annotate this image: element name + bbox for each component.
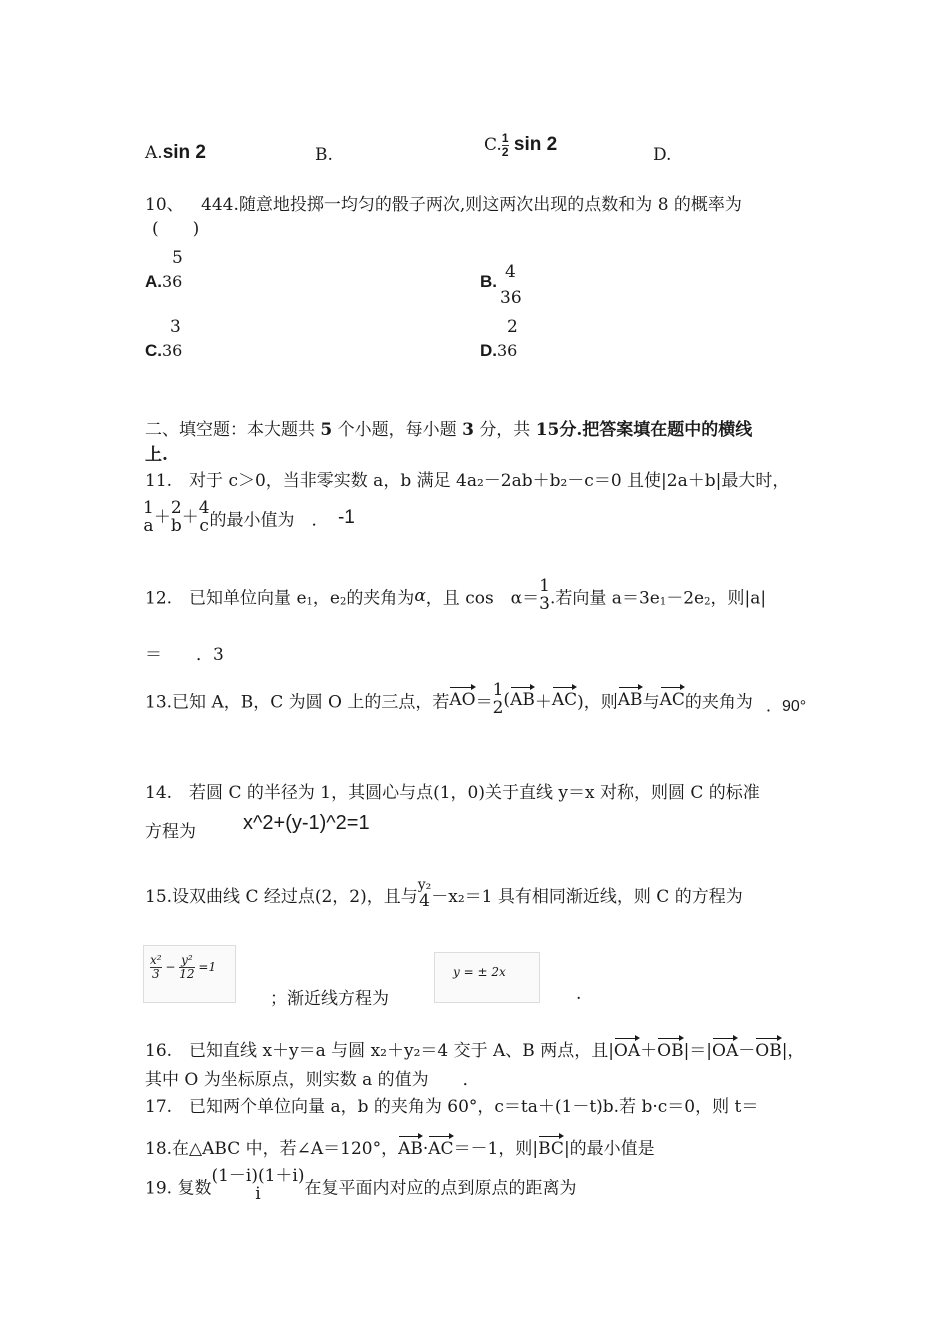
q9-option-c-label: C.: [484, 135, 502, 156]
q13-line: [145, 682, 753, 718]
q13-answer: ．90°: [766, 698, 807, 715]
q10-option-a: [145, 272, 182, 292]
section2-total: 15: [535, 420, 560, 440]
q15-prefix: 15.设双曲线 C 经过点(2，2)，且与: [145, 886, 418, 907]
q15-fraction: [418, 878, 432, 911]
q10-d-den: 36: [497, 341, 518, 360]
q16-plus: ＋: [640, 1041, 658, 1061]
q18-dot: ·: [422, 1139, 429, 1159]
q13-eq: ＝: [475, 692, 493, 713]
q13-with: 与: [642, 692, 660, 713]
q14-answer: x^2+(y-1)^2=1: [243, 812, 370, 834]
q10-stem: [145, 190, 742, 215]
q11-f3-den: c: [199, 515, 209, 536]
q18-prefix: 18.在△ABC 中，若∠A＝120°，: [145, 1139, 399, 1159]
q15-img2-text: y = ± 2x: [453, 965, 506, 979]
q10-b-den: 36: [500, 288, 522, 308]
q12-line1: [145, 578, 766, 614]
q16-line1: [145, 1036, 804, 1061]
section2-text-3: 分，共: [479, 420, 531, 440]
q13-f-den: 2: [492, 697, 504, 718]
q12-sub1: 1: [306, 596, 313, 608]
q10-paren: ( ): [152, 219, 200, 239]
q9-option-d: [653, 145, 671, 165]
q16-vec-oa: OA: [613, 1041, 641, 1061]
q15-img1-b-num: y²: [181, 953, 193, 967]
q10-c-num: 3: [170, 317, 181, 337]
q15-img1-frac-b: [179, 954, 194, 980]
q13-vec-ac: AC: [551, 689, 578, 710]
q13-prefix: 13.已知 A，B，C 为圆 O 上的三点，若: [145, 692, 450, 713]
q9-option-c: [484, 132, 557, 158]
q15-img1-minus: −: [165, 960, 176, 975]
q12-alpha: α: [414, 585, 426, 606]
q15-img1-a-num: x²: [150, 953, 162, 967]
q13-vec-ao: AO: [449, 689, 476, 710]
q13-vec-ab: AB: [510, 689, 535, 710]
q10-d-num: 2: [507, 317, 518, 337]
q15-img1-a-den: 3: [151, 966, 160, 981]
q11-f2-den: b: [170, 515, 182, 536]
q10-a-num: 5: [172, 248, 183, 268]
q18-line: [145, 1134, 655, 1159]
q11-line2: [143, 500, 355, 536]
q11-f2-num: 2: [170, 498, 182, 518]
q15-f-num: y₂: [417, 877, 432, 893]
q18-mid: ＝－1，则|: [453, 1139, 539, 1159]
q14-line1: 14. 若圆 C 的半径为 1，其圆心与点(1，0)关于直线 y＝x 对称，则圆 C 的标准: [145, 783, 760, 803]
q10-number: 10、: [145, 195, 184, 215]
q13-fraction: [493, 682, 504, 718]
q13-tail: 的夹角为: [684, 692, 753, 713]
q19-prefix: 19. 复数: [145, 1178, 212, 1199]
q11-frac-3: [199, 500, 210, 536]
q12-mid: ，e: [312, 588, 340, 609]
q17-line1: 17. 已知两个单位向量 a，b 的夹角为 60°，c＝ta＋(1－t)b.若 b·c＝0，则 t＝: [145, 1097, 759, 1117]
q11-frac-1: [143, 500, 154, 536]
q19-f-num: (1－i)(1＋i): [211, 1166, 305, 1186]
q9-option-d-label: D.: [653, 145, 672, 165]
q9-option-c-num: 1: [501, 131, 509, 145]
q15-img1-frac-a: [150, 954, 162, 980]
q11-f1-den: a: [143, 515, 154, 536]
q10-a-label: A.: [145, 272, 162, 291]
q15-img1-b-den: 12: [179, 966, 195, 981]
q15-f-den: 4: [419, 890, 430, 911]
q11-plus-1: ＋: [153, 507, 171, 528]
section2-line2: 上.: [145, 445, 168, 465]
q9-option-a: [145, 142, 206, 164]
q13-vec-ab2: AB: [617, 689, 643, 710]
q16-mid: |＝|: [683, 1041, 713, 1061]
q11-answer: -1: [337, 506, 355, 528]
q15-answer-equation-image: [143, 945, 236, 1003]
q11-line1: 11. 对于 c＞0，当非零实数 a，b 满足 4a₂－2ab＋b₂－c＝0 且使|2a＋b|最大时，: [145, 471, 790, 491]
q10-b-label: B.: [480, 272, 497, 291]
q12-sub4: 2: [704, 596, 711, 608]
q16-vec-oa2: OA: [712, 1041, 739, 1061]
q12-line2: ＝ ．3: [145, 645, 224, 665]
q11-frac-2: [171, 500, 182, 536]
q19-fraction: [211, 1168, 304, 1204]
q12-sub2: 2: [339, 596, 347, 608]
q14-line2: 方程为: [145, 822, 196, 842]
q9-option-a-value: sin 2: [162, 142, 206, 163]
q16-vec-ob: OB: [657, 1041, 684, 1061]
q13-f-num: 1: [492, 680, 504, 700]
q12-mid3: ，且 cos α＝: [425, 588, 540, 609]
q10-c-label: C.: [145, 341, 162, 360]
q15-img1-eq: =1: [198, 960, 217, 975]
q10-d-label: D.: [480, 341, 497, 360]
q13-plus: ＋: [534, 692, 552, 713]
q12-mid4: .若向量 a＝3e: [550, 588, 660, 609]
q19-line: [145, 1168, 577, 1204]
q18-vec-bc: BC: [538, 1139, 564, 1159]
q11-f3-num: 4: [198, 498, 210, 518]
q16-minus: －: [738, 1041, 756, 1061]
q9-option-c-fraction: [502, 132, 509, 158]
q10-option-d: [480, 341, 517, 361]
q12-fraction: [539, 578, 550, 614]
q10-b-num: 4: [505, 262, 516, 282]
q16-line2: 其中 O 为坐标原点，则实数 a 的值为 ．: [145, 1070, 480, 1090]
q15-line1: [145, 878, 743, 911]
q12-tail: ，则|a|: [710, 588, 767, 609]
q10-text: 444.随意地投掷一均匀的骰子两次,则这两次出现的点数和为 8 的概率为: [201, 195, 742, 215]
q15-tail: －x₂＝1 具有相同渐近线，则 C 的方程为: [431, 886, 743, 907]
q19-f-den: i: [255, 1183, 261, 1204]
section2-count: 5: [320, 420, 333, 440]
section2-heading: [145, 415, 752, 440]
q12-sub3: 1: [659, 596, 667, 608]
section2-text-1: 二、填空题：本大题共: [145, 420, 315, 440]
q16-prefix: 16. 已知直线 x＋y＝a 与圆 x₂＋y₂＝4 交于 A、B 两点，且|: [145, 1041, 614, 1061]
q9-option-c-value: sin 2: [513, 134, 558, 156]
q10-c-den: 36: [162, 341, 183, 360]
q15-img1-content: [150, 954, 216, 980]
q9-option-b: [315, 145, 333, 165]
q16-tail: |，: [781, 1041, 805, 1061]
q12-f-num: 1: [539, 576, 550, 596]
q9-option-b-label: B.: [315, 145, 333, 165]
section2-text-2: 个小题，每小题: [337, 420, 457, 440]
q12-f-den: 3: [539, 593, 550, 614]
q12-mid5: －2e: [666, 588, 705, 609]
q13-paren-close: )，则: [577, 692, 618, 713]
section2-text-4: 分.把答案填在题中的横线: [559, 420, 753, 440]
q12-mid2: 的夹角为: [346, 588, 415, 609]
q16-vec-ob2: OB: [755, 1041, 782, 1061]
q13-paren-open: (: [503, 689, 511, 710]
q9-option-a-label: A.: [145, 143, 163, 163]
q11-plus-2: ＋: [181, 507, 199, 528]
q15-mid-text: ；渐近线方程为: [270, 989, 389, 1009]
q15-end: .: [576, 984, 582, 1004]
q10-a-den: 36: [162, 272, 183, 291]
q9-option-c-den: 2: [501, 144, 509, 159]
q13-vec-ac2: AC: [659, 689, 685, 710]
q11-tail: 的最小值为 ．: [209, 510, 329, 531]
q19-tail: 在复平面内对应的点到原点的距离为: [304, 1178, 577, 1199]
q18-tail: |的最小值是: [563, 1139, 655, 1159]
q18-vec-ac: AC: [428, 1139, 454, 1159]
q12-prefix: 12. 已知单位向量 e: [145, 588, 307, 609]
q11-f1-num: 1: [143, 498, 154, 518]
section2-points: 3: [462, 420, 474, 440]
q18-vec-ab: AB: [398, 1139, 423, 1159]
q10-option-c: [145, 341, 182, 361]
q15-asymptote-image: [434, 952, 540, 1003]
